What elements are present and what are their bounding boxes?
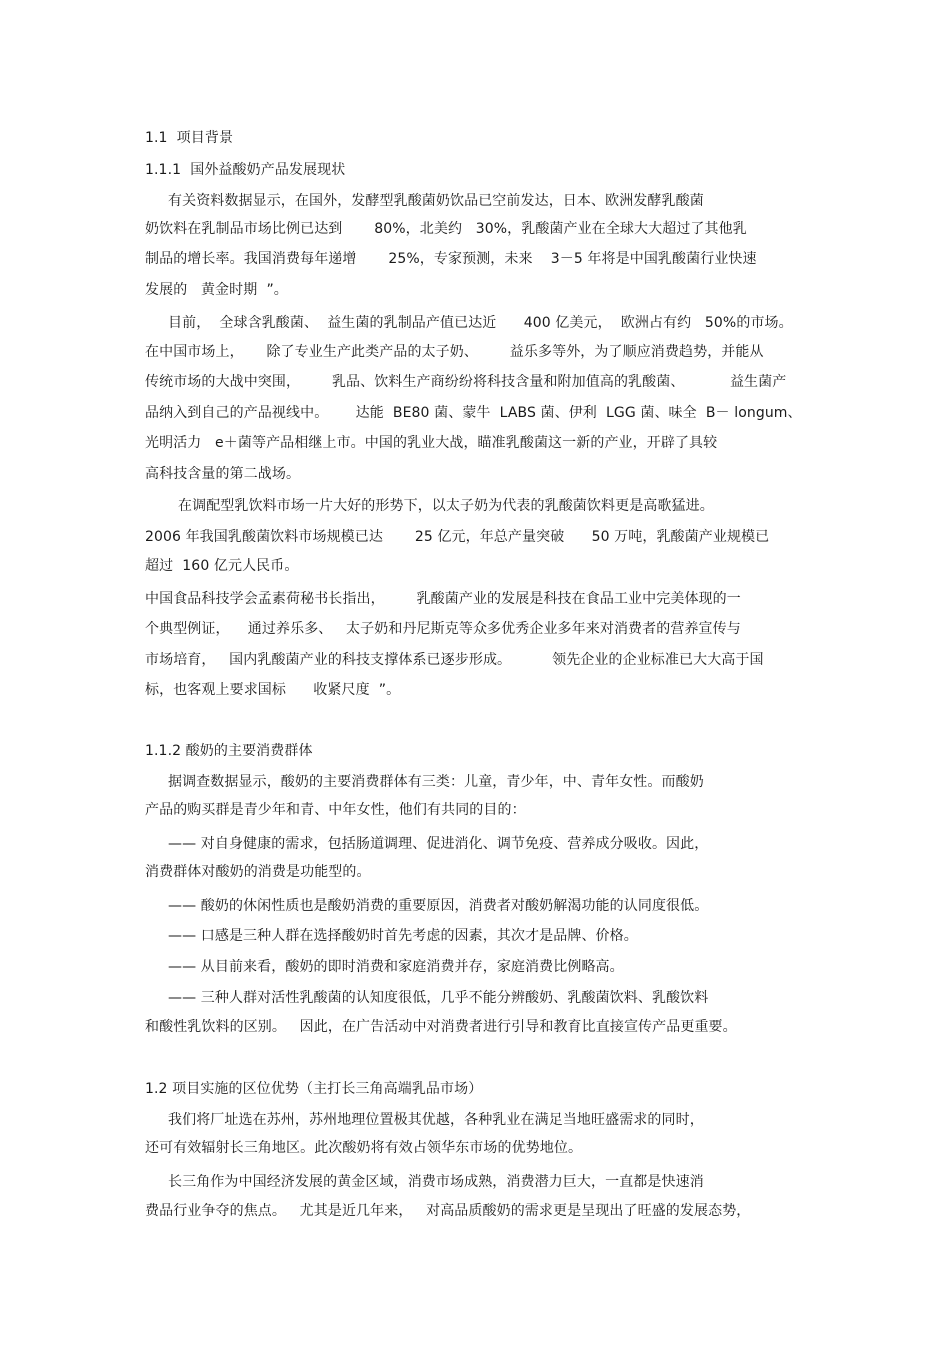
list-item: —— 从目前来看，酸奶的即时消费和家庭消费并存，家庭消费比例略高。 [168, 959, 624, 975]
paragraph-line: 产品的购买群是青少年和青、中年女性，他们有共同的目的： [145, 802, 526, 818]
list-item: 和酸性乳饮料的区别。 因此，在广告活动中对消费者进行引导和教育比直接宣传产品更重要。 [145, 1019, 737, 1035]
paragraph-line: 标，也客观上要求国标 收紧尺度 ”。 [145, 682, 401, 698]
paragraph-line: 有关资料数据显示，在国外，发酵型乳酸菌奶饮品已空前发达，日本、欧洲发酵乳酸菌 [168, 193, 704, 209]
heading-1-2: 1.2 项目实施的区位优势（主打长三角高端乳品市场） [145, 1081, 483, 1097]
paragraph-line: 中国食品科技学会孟素荷秘书长指出， 乳酸菌产业的发展是科技在食品工业中完美体现的一 [145, 591, 741, 607]
list-item: 消费群体对酸奶的消费是功能型的。 [145, 864, 371, 880]
paragraph-line: 奶饮料在乳制品市场比例已达到 80%，北美约 30%，乳酸菌产业在全球大大超过了其他乳 [145, 221, 747, 237]
paragraph-line: 费品行业争夺的焦点。 尤其是近几年来， 对高品质酸奶的需求更是呈现出了旺盛的发展态势， [145, 1203, 751, 1219]
list-item: —— 酸奶的休闲性质也是酸奶消费的重要原因，消费者对酸奶解渴功能的认同度很低。 [168, 898, 709, 914]
paragraph-line: 发展的 黄金时期 ”。 [145, 282, 288, 298]
paragraph-line: 在调配型乳饮料市场一片大好的形势下，以太子奶为代表的乳酸菌饮料更是高歌猛进。 [178, 498, 714, 514]
list-item: —— 口感是三种人群在选择酸奶时首先考虑的因素，其次才是品牌、价格。 [168, 928, 638, 944]
paragraph-line: 传统市场的大战中突围， 乳品、饮料生产商纷纷将科技含量和附加值高的乳酸菌、 益生菌产 [145, 374, 787, 390]
paragraph-line: 目前， 全球含乳酸菌、 益生菌的乳制品产值已达近 400 亿美元， 欧洲占有约 50%的市场。 [168, 315, 793, 331]
paragraph-line: 高科技含量的第二战场。 [145, 466, 301, 482]
paragraph-line: 个典型例证， 通过养乐多、 太子奶和丹尼斯克等众多优秀企业多年来对消费者的营养宣传与 [145, 621, 741, 637]
paragraph-line: 长三角作为中国经济发展的黄金区域，消费市场成熟，消费潜力巨大，一直都是快速消 [168, 1174, 704, 1190]
paragraph-line: 我们将厂址选在苏州，苏州地理位置极其优越，各种乳业在满足当地旺盛需求的同时， [168, 1112, 704, 1128]
paragraph-line: 据调查数据显示，酸奶的主要消费群体有三类：儿童，青少年，中、青年女性。而酸奶 [168, 774, 704, 790]
paragraph-line: 光明活力 e＋菌等产品相继上市。中国的乳业大战，瞄准乳酸菌这一新的产业，开辟了具较 [145, 435, 718, 451]
paragraph-line: 超过 160 亿元人民币。 [145, 558, 299, 574]
paragraph-line: 制品的增长率。我国消费每年递增 25%，专家预测，未来 3－5 年将是中国乳酸菌行业快速 [145, 251, 757, 267]
list-item: —— 三种人群对活性乳酸菌的认知度很低，几乎不能分辨酸奶、乳酸菌饮料、乳酸饮料 [168, 990, 709, 1006]
list-item: —— 对自身健康的需求，包括肠道调理、促进消化、调节免疫、营养成分吸收。因此， [168, 836, 709, 852]
heading-1-1-2: 1.1.2 酸奶的主要消费群体 [145, 743, 313, 759]
heading-1-1-1: 1.1.1 国外益酸奶产品发展现状 [145, 162, 346, 178]
paragraph-line: 2006 年我国乳酸菌饮料市场规模已达 25 亿元，年总产量突破 50 万吨，乳酸菌产业规模已 [145, 529, 770, 545]
paragraph-line: 品纳入到自己的产品视线中。 达能 BE80 菌、蒙牛 LABS 菌、伊利 LGG 菌、味全 B－ longum、 [145, 405, 802, 421]
paragraph-line: 在中国市场上， 除了专业生产此类产品的太子奶、 益乐多等外，为了顺应消费趋势，并能从 [145, 344, 764, 360]
paragraph-line: 还可有效辐射长三角地区。此次酸奶将有效占领华东市场的优势地位。 [145, 1140, 583, 1156]
heading-1-1: 1.1 项目背景 [145, 130, 234, 146]
paragraph-line: 市场培育， 国内乳酸菌产业的科技支撑体系已逐步形成。 领先企业的企业标准已大大高于国 [145, 652, 764, 668]
